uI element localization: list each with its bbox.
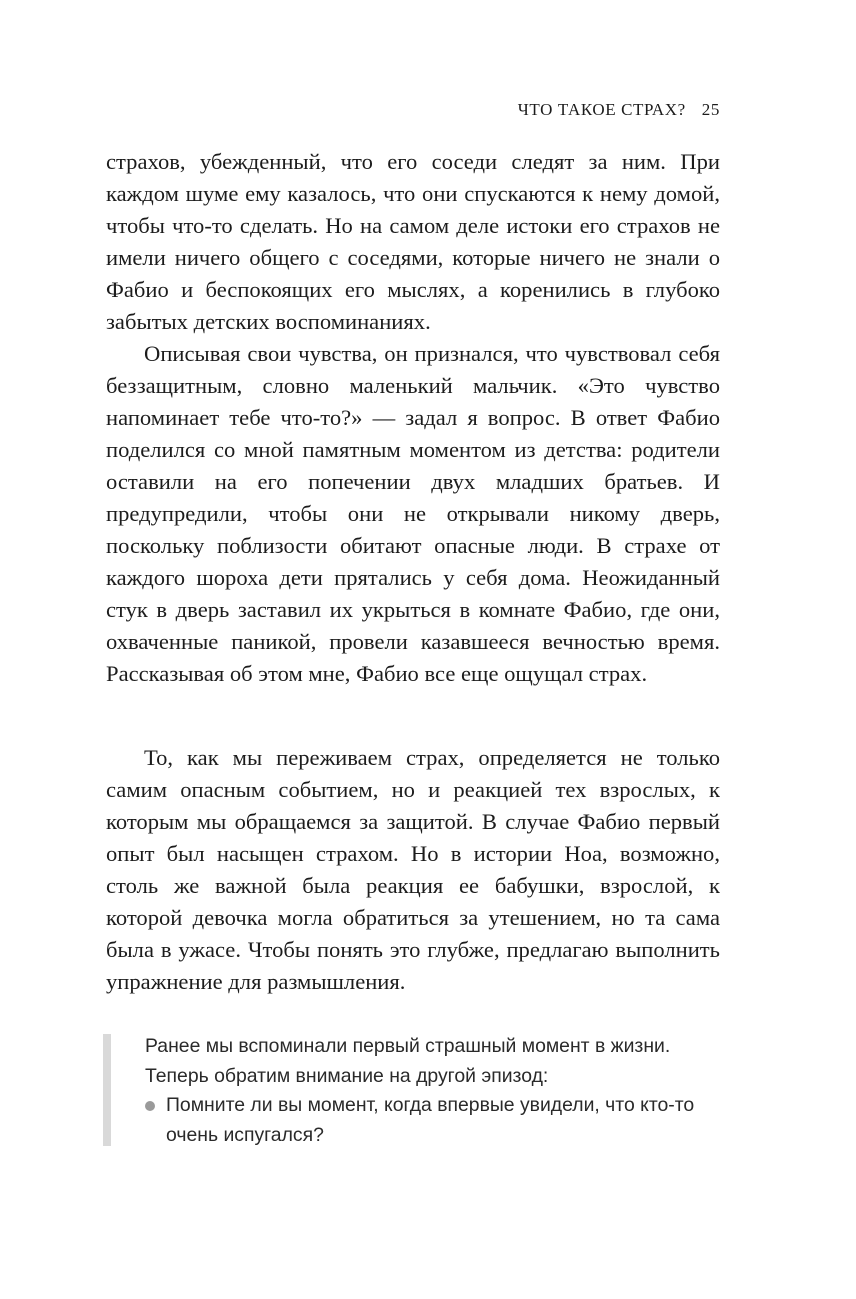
paragraph-continuation: страхов, убежденный, что его соседи следят за ним. При каждом шуме ему казалось, что они спускаются к нему домой, чтобы что-то сделать. Но на самом деле истоки его страхов не имели ничего общего с соседями, которые ничего не знали о Фабио и беспокоящих его мыслях, а коренились в глубоко забытых детских воспоминаниях. [106,149,720,334]
running-header [106,100,720,120]
exercise-bullet-item [145,1091,720,1150]
chapter-title: ЧТО ТАКОЕ СТРАХ? [517,100,686,119]
exercise-intro: Ранее мы вспоминали первый страшный момент в жизни. Теперь обратим внимание на другой эпизод: [145,1035,671,1087]
page-number: 25 [701,100,720,119]
bullet-dot-icon [145,1101,155,1111]
exercise-content [145,1032,720,1150]
paragraph-fabio-story: Описывая свои чувства, он признался, что чувствовал себя беззащитным, словно маленький мальчик. «Это чувство напоминает тебе что-то?» — задал я вопрос. В ответ Фабио поделился со мной памятным моментом из детства: родители оставили на его попечении двух младших братьев. И предупредили, чтобы они не открывали никому дверь, поскольку поблизости обитают опасные люди. В страхе от каждого шороха дети прятались у себя дома. Неожиданный стук в дверь заставил их укрыться в комнате Фабио, где они, охваченные паникой, провели казавшееся вечностью время. Рассказывая об этом мне, Фабио все еще ощущал страх. [106,341,720,686]
exercise-sidebar-bar [103,1034,111,1146]
paragraph-fear-reaction: То, как мы переживаем страх, определяется не только самим опасным событием, но и реакцией тех взрослых, к которым мы обращаемся за защитой. В случае Фабио первый опыт был насыщен страхом. Но в истории Ноа, возможно, столь же важной была реакция ее бабушки, взрослой, к которой девочка могла обратиться за утешением, но та сама была в ужасе. Чтобы понять это глубже, предлагаю выполнить упражнение для размышления. [106,745,720,994]
text-block-2 [106,742,720,998]
exercise-question: Помните ли вы момент, когда впервые увидели, что кто-то очень испугался? [166,1094,695,1146]
exercise-box [103,1032,720,1150]
text-block-1 [106,146,720,690]
